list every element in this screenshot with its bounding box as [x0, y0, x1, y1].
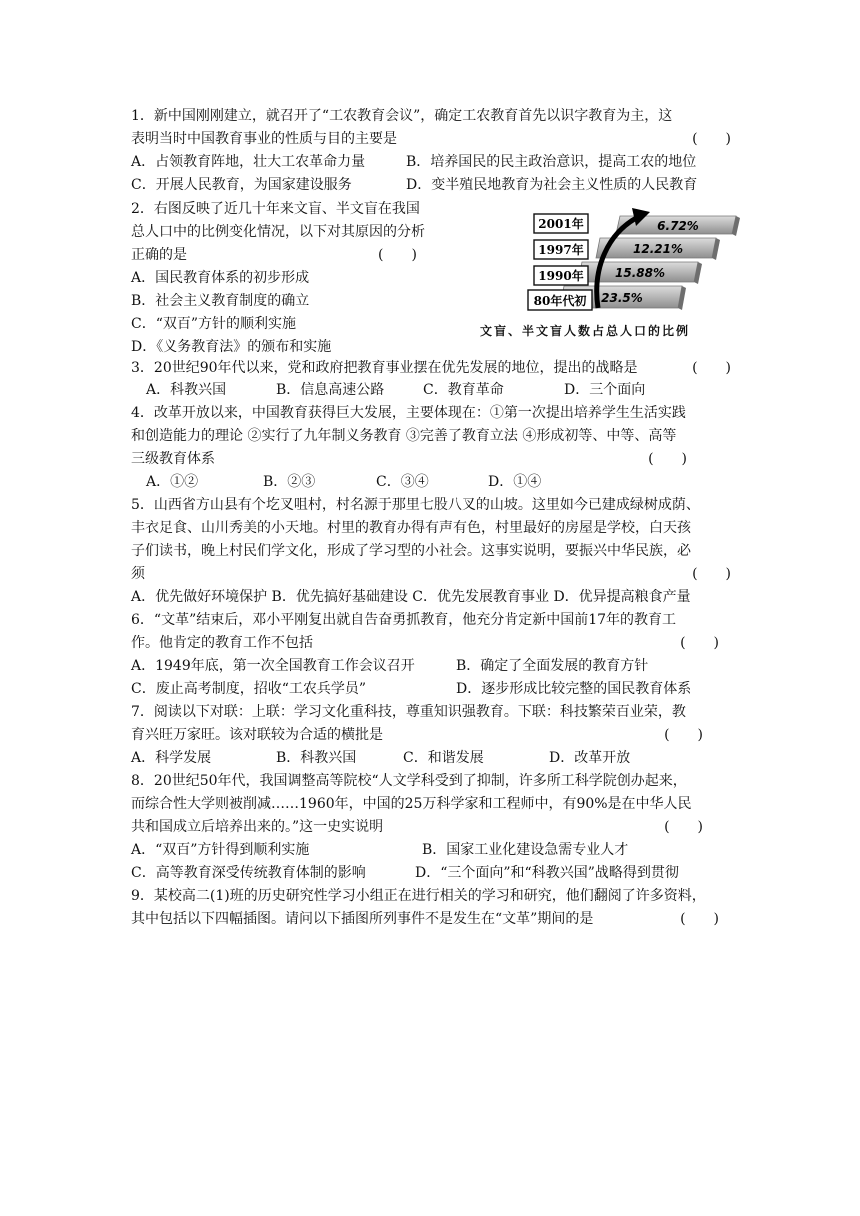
q2-line-1: 2．右图反映了近几十年来文盲、半文盲在我国 [131, 201, 420, 217]
q8-stem: 共和国成立后培养出来的。”这一史实说明 [131, 819, 384, 835]
q5-answer-blank: ( ) [692, 566, 731, 582]
q7-answer-blank: ( ) [664, 727, 703, 743]
q5-line-1: 5．山西省方山县有个圪叉咀村，村名源于那里七股八叉的山坡。这里如今已建成绿树成荫、 [131, 497, 700, 513]
q6-option-b: B．确定了全面发展的教育方针 [456, 658, 649, 674]
q8-line-2: 而综合性大学则被削减……1960年，中国的25万科学家和工程师中，有90%是在中华人民 [131, 796, 692, 812]
percentage-label: 6.72% [657, 219, 699, 233]
q7-option-d: D．改革开放 [549, 750, 631, 766]
q8-option-c: C．高等教育深受传统教育体制的影响 [131, 865, 366, 881]
q6-option-a: A．1949年底，第一次全国教育工作会议召开 [131, 658, 415, 674]
percentage-label: 23.5% [601, 291, 643, 305]
q6-option-c: C．废止高考制度，招收“工农兵学员” [131, 681, 367, 697]
q1-answer-blank: ( ) [692, 131, 731, 147]
q7-option-b: B．科教兴国 [276, 750, 357, 766]
year-label: 2001年 [538, 217, 584, 231]
q8-line-1: 8．20世纪50年代，我国调整高等院校“人文学科受到了抑制，许多所工科学院创办起来， [131, 773, 687, 789]
q4-answer-blank: ( ) [648, 451, 687, 467]
q7-option-a: A．科学发展 [131, 750, 212, 766]
q5-stem: 须 [131, 566, 145, 582]
percentage-label: 15.88% [615, 266, 665, 280]
year-label: 80年代初 [533, 294, 587, 308]
q6-line-1: 6．“文革”结束后，邓小平刚复出就自告奋勇抓教育，他充分肯定新中国前17年的教育工 [131, 612, 677, 628]
q4-option-d: D．①④ [488, 474, 542, 490]
q2-option-a: A．国民教育体系的初步形成 [131, 270, 310, 286]
q3-line-1 [131, 358, 731, 378]
q1-line-1: 1．新中国刚刚建立，就召开了“工农教育会议”，确定工农教育首先以识字教育为主，这 [131, 108, 673, 124]
percentage-label: 12.21% [633, 242, 683, 256]
q8-answer-blank: ( ) [664, 819, 703, 835]
q2-option-c: C．“双百”方针的顺利实施 [131, 316, 297, 332]
q3-option-c: C．教育革命 [423, 382, 504, 398]
q5-line-3: 子们读书，晚上村民们学文化，形成了学习型的小社会。这事实说明，要振兴中华民族，必 [131, 543, 691, 559]
q8-line-3 [131, 817, 731, 837]
q6-answer-blank: ( ) [680, 635, 719, 651]
q2-answer-blank: ( ) [378, 247, 417, 263]
q7-line-2 [131, 725, 731, 745]
q1-option-a: A．占领教育阵地，壮大工农革命力量 [131, 154, 366, 170]
q2-line-3: 正确的是 [131, 247, 187, 263]
q7-line-1: 7．阅读以下对联：上联：学习文化重科技，尊重知识强教育。下联：科技繁荣百业荣，教 [131, 704, 686, 720]
q9-line-2 [131, 909, 731, 929]
q2-option-b: B．社会主义教育制度的确立 [131, 293, 310, 309]
q1-stem: 表明当时中国教育事业的性质与目的主要是 [131, 131, 397, 147]
q7-option-c: C．和谐发展 [403, 750, 484, 766]
q4-line-1: 4．改革开放以来，中国教育获得巨大发展，主要体现在：①第一次提出培养学生生活实践 [131, 405, 686, 421]
q3-option-a: A．科教兴国 [146, 382, 227, 398]
q9-line-1: 9．某校高二(1)班的历史研究性学习小组正在进行相关的学习和研究，他们翻阅了许多资料， [131, 888, 706, 904]
year-label: 1997年 [538, 243, 584, 257]
illiteracy-stair-graphic [470, 204, 760, 319]
illiteracy-figure [470, 204, 760, 354]
q5-options: A．优先做好环境保护 B．优先搞好基础建设 C．优先发展教育事业 D．优异提高粮食产量 [131, 589, 691, 605]
q6-option-d: D．逐步形成比较完整的国民教育体系 [456, 681, 692, 697]
q9-answer-blank: ( ) [680, 911, 719, 927]
q6-line-2 [131, 633, 731, 653]
q7-stem: 育兴旺万家旺。该对联较为合适的横批是 [131, 727, 383, 743]
q3-answer-blank: ( ) [692, 360, 731, 376]
q8-option-b: B．国家工业化建设急需专业人才 [422, 842, 629, 858]
q2-line-2: 总人口中的比例变化情况，以下对其原因的分析 [131, 224, 425, 240]
q1-option-b: B．培养国民的民主政治意识，提高工农的地位 [406, 154, 697, 170]
year-label: 1990年 [538, 269, 584, 283]
q9-stem: 其中包括以下四幅插图。请问以下插图所列事件不是发生在“文革”期间的是 [131, 911, 594, 927]
q5-line-4 [131, 564, 731, 584]
q3-stem: 3．20世纪90年代以来，党和政府把教育事业摆在优先发展的地位，提出的战略是 [131, 360, 638, 376]
q4-option-c: C．③④ [376, 474, 429, 490]
q3-option-d: D．三个面向 [564, 382, 646, 398]
q1-option-d: D．变半殖民地教育为社会主义性质的人民教育 [406, 177, 698, 193]
q4-stem: 三级教育体系 [131, 451, 215, 467]
q6-stem: 作。他肯定的教育工作不包括 [131, 635, 313, 651]
q4-option-a: A．①② [146, 474, 199, 490]
q8-option-d: D．“三个面向”和“科教兴国”战略得到贯彻 [415, 865, 679, 881]
q3-option-b: B．信息高速公路 [276, 382, 385, 398]
q8-option-a: A．“双百”方针得到顺利实施 [131, 842, 310, 858]
q1-line-2 [131, 129, 731, 149]
q4-line-3 [131, 449, 731, 469]
q1-option-c: C．开展人民教育，为国家建设服务 [131, 177, 352, 193]
q4-line-2: 和创造能力的理论 ②实行了九年制义务教育 ③完善了教育立法 ④形成初等、中等、高等 [131, 428, 677, 444]
q4-option-b: B．②③ [263, 474, 316, 490]
q5-line-2: 丰衣足食、山川秀美的小天地。村里的教育办得有声有色，村里最好的房屋是学校，白天孩 [131, 520, 691, 536]
q2-option-d: D．《义务教育法》的颁布和实施 [131, 339, 332, 355]
figure-caption: 文盲、半文盲人数占总人口的比例 [480, 324, 691, 338]
